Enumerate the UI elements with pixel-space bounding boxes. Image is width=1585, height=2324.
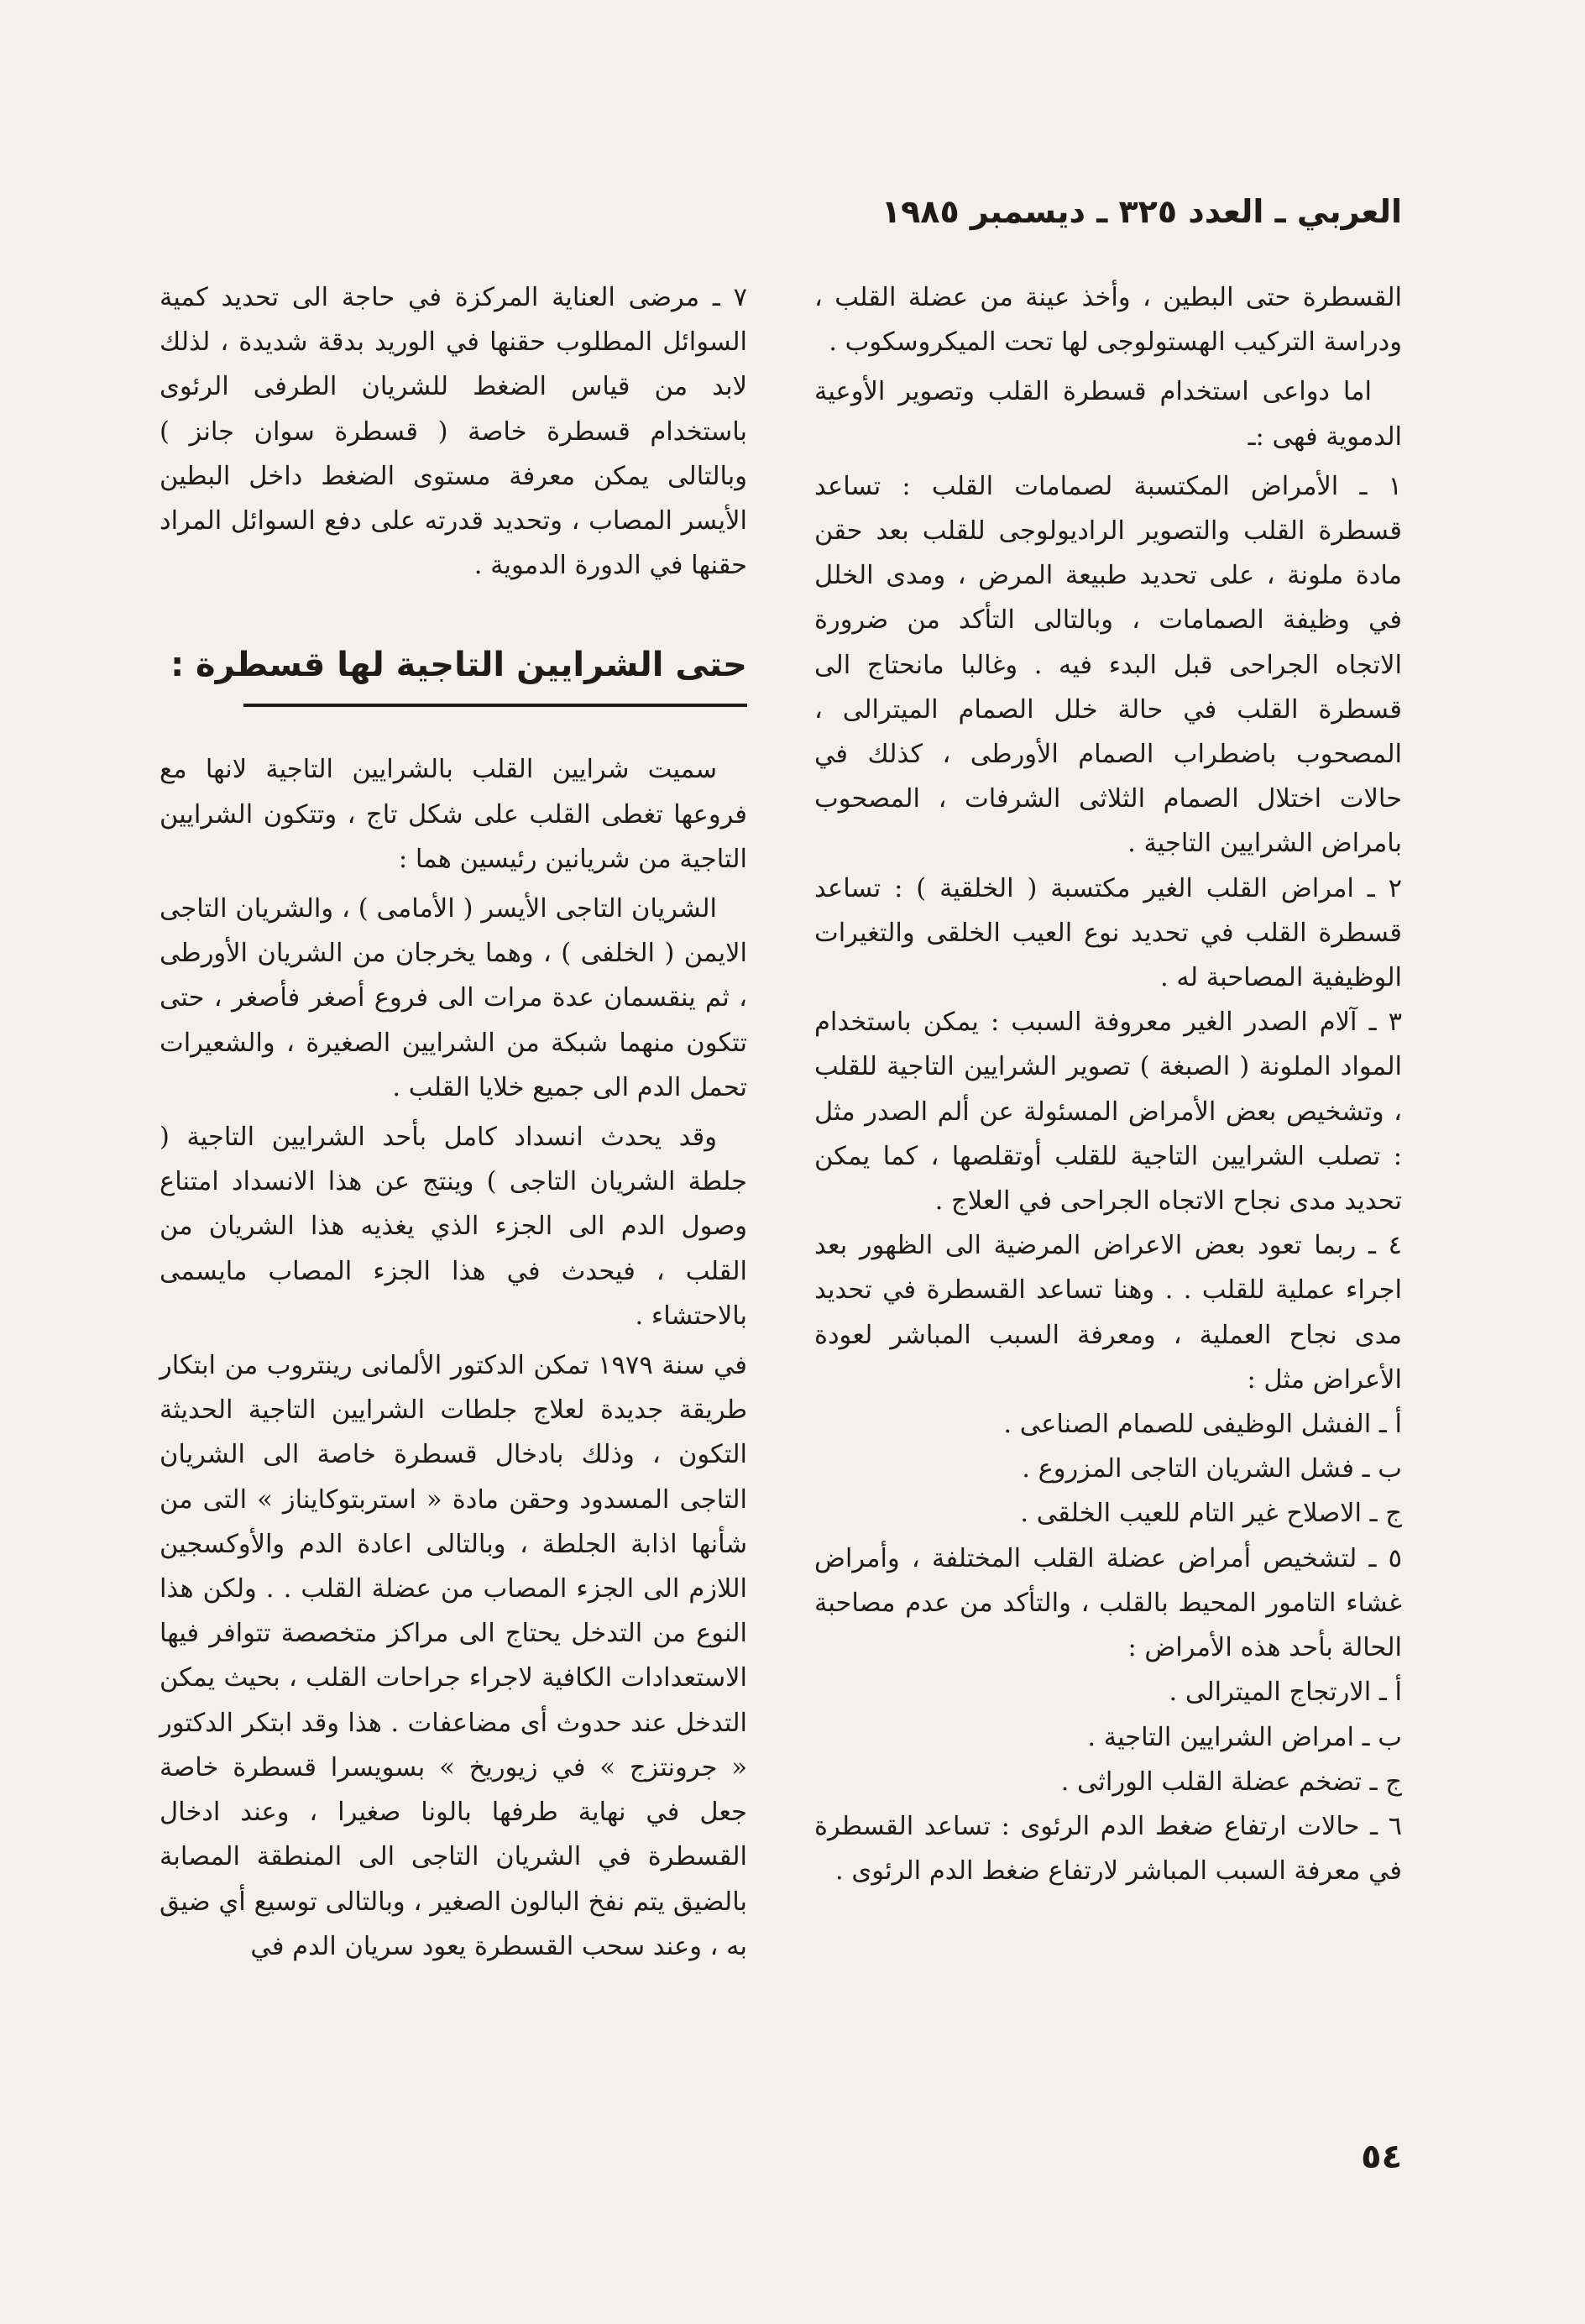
intro-paragraph: القسطرة حتى البطين ، وأخذ عينة من عضلة القلب ، ودراسة التركيب الهستولوجى لها تحت الميكروسكوب . bbox=[814, 283, 1402, 358]
right-column bbox=[814, 275, 1402, 1893]
list-item: ٥ ـ لتشخيص أمراض عضلة القلب المختلفة ، وأمراض غشاء التامور المحيط بالقلب ، والتأكد من عدم مصاحبة الحالة بأحد هذه الأمراض : bbox=[814, 1543, 1402, 1663]
list-item: ٣ ـ آلام الصدر الغير معروفة السبب : يمكن باستخدام المواد الملونة ( الصبغة ) تصوير الشرايين التاجية للقلب ، وتشخيص بعض الأمراض المسئولة عن ألم الصدر مثل : تصلب الشرايين التاجية للقلب أوتقلصها ، كما يمكن تحديد مدى نجاح الاتجاه الجراحى في العلاج . bbox=[814, 1008, 1402, 1217]
section-heading: حتى الشرايين التاجية لها قسطرة : bbox=[243, 638, 747, 707]
reasons-intro: اما دواعى استخدام قسطرة القلب وتصوير الأوعية الدموية فهى :ـ bbox=[814, 377, 1402, 452]
sub-item: أ ـ الارتجاج الميترالى . bbox=[1169, 1678, 1402, 1708]
body-paragraph: وقد يحدث انسداد كامل بأحد الشرايين التاجية ( جلطة الشريان التاجى ) وينتج عن هذا الانسداد امتناع وصول الدم الى الجزء الذي يغذيه هذا الشريان من القلب ، فيحدث في هذا الجزء المصاب مايسمى بالاحتشاء . bbox=[160, 1123, 747, 1331]
sub-item: ج ـ الاصلاح غير التام للعيب الخلقى . bbox=[1020, 1499, 1402, 1529]
section-gap bbox=[160, 707, 747, 747]
list-item: ٢ ـ امراض القلب الغير مكتسبة ( الخلقية ) : تساعد قسطرة القلب في تحديد نوع العيب الخلقى والتغيرات الوظيفية المصاحبة له . bbox=[814, 873, 1402, 993]
sub-item: ج ـ تضخم عضلة القلب الوراثى . bbox=[1060, 1767, 1402, 1797]
list-item: ٧ ـ مرضى العناية المركزة في حاجة الى تحديد كمية السوائل المطلوب حقنها في الوريد بدقة شديدة ، لذلك لابد من قياس الضغط للشريان الطرفى الرئوى باستخدام قسطرة خاصة ( قسطرة سوان جانز ) وبالتالى يمكن معرفة مستوى الضغط داخل البطين الأيسر المصاب ، وتحديد قدرته على دفع السوائل المراد حقنها في الدورة الدموية . bbox=[160, 283, 747, 581]
body-paragraph: الشريان التاجى الأيسر ( الأمامى ) ، والشريان التاجى الايمن ( الخلفى ) ، وهما يخرجان من الشريان الأورطى ، ثم ينقسمان عدة مرات الى فروع أصغر فأصغر ، حتى تتكون منهما شبكة من الشرايين الصغيرة ، والشعيرات تحمل الدم الى جميع خلايا القلب . bbox=[160, 894, 747, 1102]
body-paragraph: في سنة ١٩٧٩ تمكن الدكتور الألمانى رينتروب من ابتكار طريقة جديدة لعلاج جلطات الشرايين التاجية الحديثة التكون ، وذلك بادخال قسطرة خاصة الى الشريان التاجى المسدود وحقن مادة « استربتوكايناز » التى من شأنها اذابة الجلطة ، وبالتالى اعادة الدم والأوكسجين اللازم الى الجزء المصاب من عضلة القلب . . ولكن هذا النوع من التدخل يحتاج الى مراكز متخصصة تتوافر فيها الاستعدادات الكافية لاجراء جراحات القلب ، بحيث يمكن التدخل عند حدوث أى مضاعفات . هذا وقد ابتكر الدكتور « جرونتزج » في زيوريخ » بسويسرا قسطرة خاصة جعل في نهاية طرفها بالونا صغيرا ، وعند ادخال القسطرة في الشريان التاجى الى المنطقة المصابة بالضيق يتم نفخ البالون الصغير ، وبالتالى توسيع أي ضيق به ، وعند سحب القسطرة يعود سريان الدم في bbox=[160, 1351, 747, 1961]
page-header: العربي ـ العدد ٣٢٥ ـ ديسمبر ١٩٨٥ bbox=[881, 193, 1402, 230]
page-number: ٥٤ bbox=[1361, 2138, 1402, 2176]
list-item: ٦ ـ حالات ارتفاع ضغط الدم الرئوى : تساعد القسطرة في معرفة السبب المباشر لارتفاع ضغط الدم الرئوى . bbox=[814, 1811, 1402, 1887]
left-column bbox=[160, 275, 747, 1974]
sub-item: أ ـ الفشل الوظيفى للصمام الصناعى . bbox=[1003, 1410, 1402, 1440]
body-paragraph: سميت شرايين القلب بالشرايين التاجية لانها مع فروعها تغطى القلب على شكل تاج ، وتتكون الشرايين التاجية من شريانين رئيسين هما : bbox=[160, 755, 747, 874]
list-item: ١ ـ الأمراض المكتسبة لصمامات القلب : تساعد قسطرة القلب والتصوير الراديولوجى للقلب بعد حقن مادة ملونة ، على تحديد طبيعة المرض ، ومدى الخلل في وظيفة الصمامات ، وبالتالى التأكد من ضرورة الاتجاه الجراحى قبل البدء فيه . وغالبا مانحتاج الى قسطرة القلب في حالة خلل الصمام الميترالى ، المصحوب باضطراب الصمام الأورطى ، كذلك في حالات اختلال الصمام الثلاثى الشرفات ، المصحوب بامراض الشرايين التاجية . bbox=[814, 471, 1402, 859]
list-item: ٤ ـ ربما تعود بعض الاعراض المرضية الى الظهور بعد اجراء عملية للقلب . . وهنا تساعد القسطرة في تحديد مدى نجاح العملية ، ومعرفة السبب المباشر لعودة الأعراض مثل : bbox=[814, 1231, 1402, 1395]
sub-item: ب ـ امراض الشرايين التاجية . bbox=[1087, 1722, 1402, 1752]
sub-item: ب ـ فشل الشريان التاجى المزروع . bbox=[1022, 1454, 1402, 1484]
